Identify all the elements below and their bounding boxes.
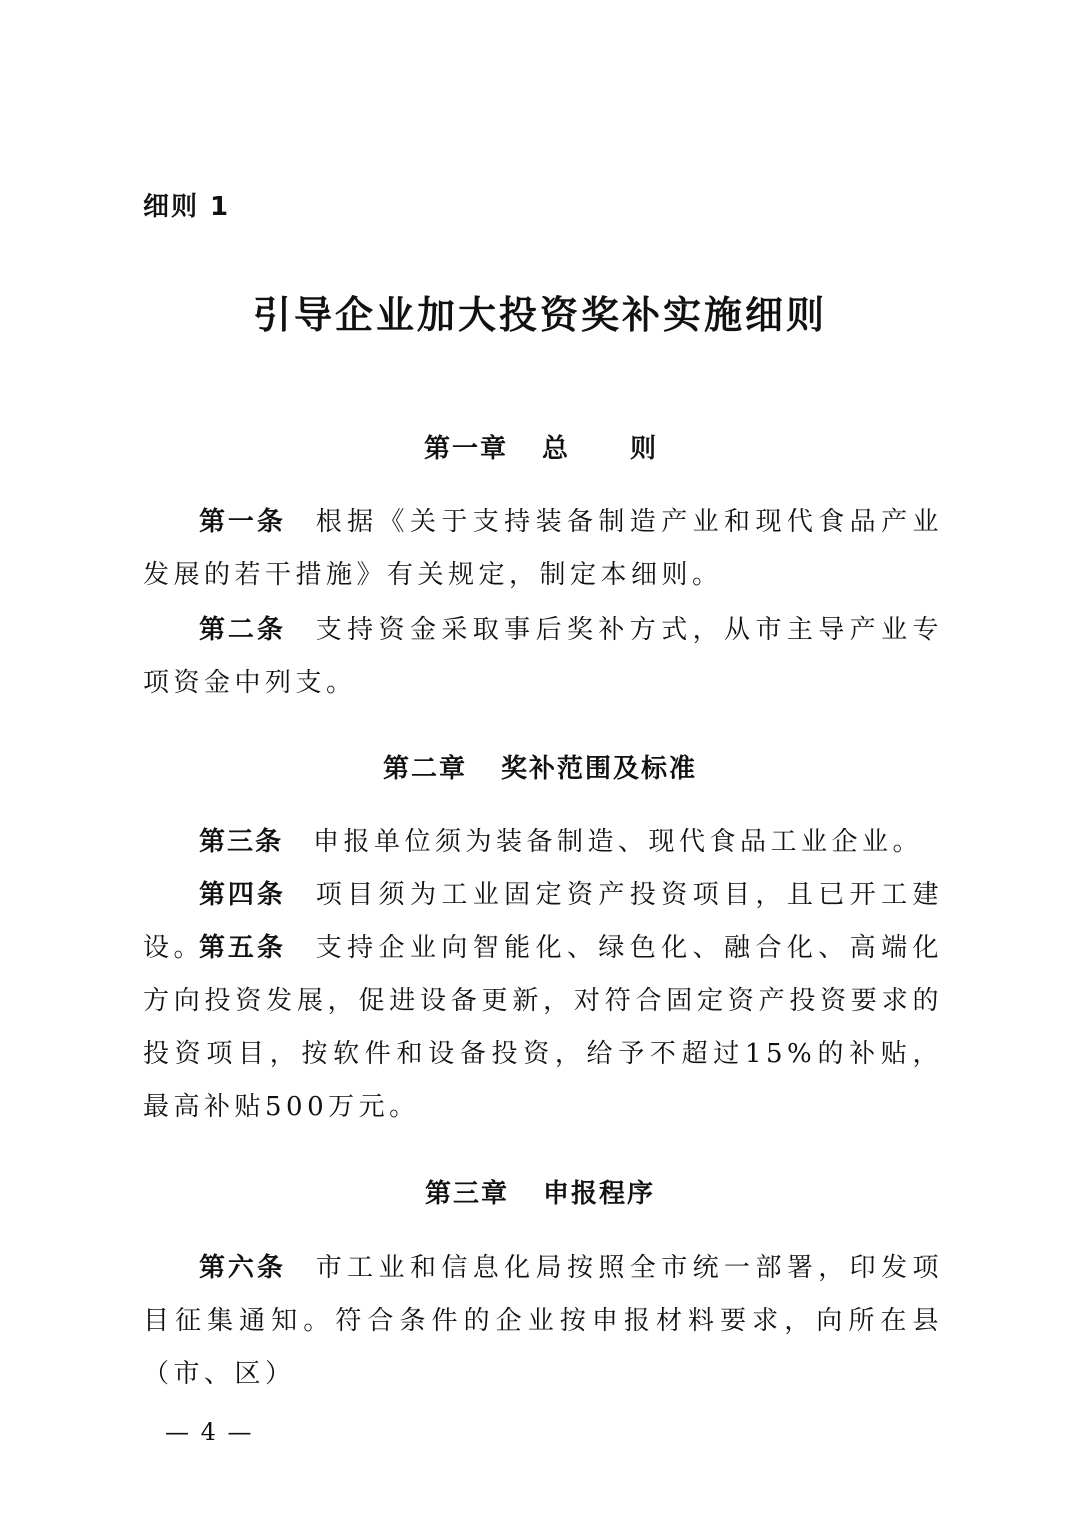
chapter-heading [0, 428, 1080, 465]
attachment-label: 细则 1 [143, 192, 231, 222]
article-text: 项目须为工业固定资产投资项目，且已开工建设。 [143, 880, 943, 963]
article-text: 支持资金采取事后奖补方式，从市主导产业专项资金中列支。 [143, 615, 943, 698]
document-title: 引导企业加大投资奖补实施细则 [252, 292, 827, 337]
chapter-name: 总则 [542, 434, 719, 464]
article-paragraph [143, 922, 943, 1134]
article-paragraph [143, 496, 943, 602]
chapter-heading [0, 748, 1080, 785]
article-number: 第三条 [199, 827, 284, 857]
article-paragraph [143, 604, 943, 710]
article-number: 第二条 [199, 615, 286, 645]
article-number: 第六条 [199, 1253, 286, 1283]
article-text: 申报单位须为装备制造、现代食品工业企业。 [313, 827, 924, 857]
article-paragraph [143, 816, 943, 869]
article-paragraph [143, 1242, 943, 1401]
article-text: 市工业和信息化局按照全市统一部署，印发项目征集通知。符合条件的企业按申报材料要求，向所在县（市、区） [143, 1253, 943, 1389]
chapter-name: 奖补范围及标准 [501, 754, 698, 784]
article-text: 支持企业向智能化、绿色化、融合化、高端化方向投资发展，促进设备更新，对符合固定资产投资要求的投资项目，按软件和设备投资，给予不超过15%的补贴，最高补贴500万元。 [143, 933, 943, 1122]
chapter-name: 申报程序 [543, 1179, 656, 1209]
chapter-number: 第三章 [424, 1179, 509, 1209]
article-text: 根据《关于支持装备制造产业和现代食品产业发展的若干措施》有关规定，制定本细则。 [143, 507, 943, 590]
chapter-heading [0, 1173, 1080, 1210]
article-number: 第五条 [199, 933, 286, 963]
chapter-number: 第二章 [382, 754, 467, 784]
article-number: 第一条 [199, 507, 286, 537]
page-number: — 4 — [165, 1418, 254, 1446]
article-number: 第四条 [199, 880, 286, 910]
chapter-number: 第一章 [423, 434, 508, 464]
